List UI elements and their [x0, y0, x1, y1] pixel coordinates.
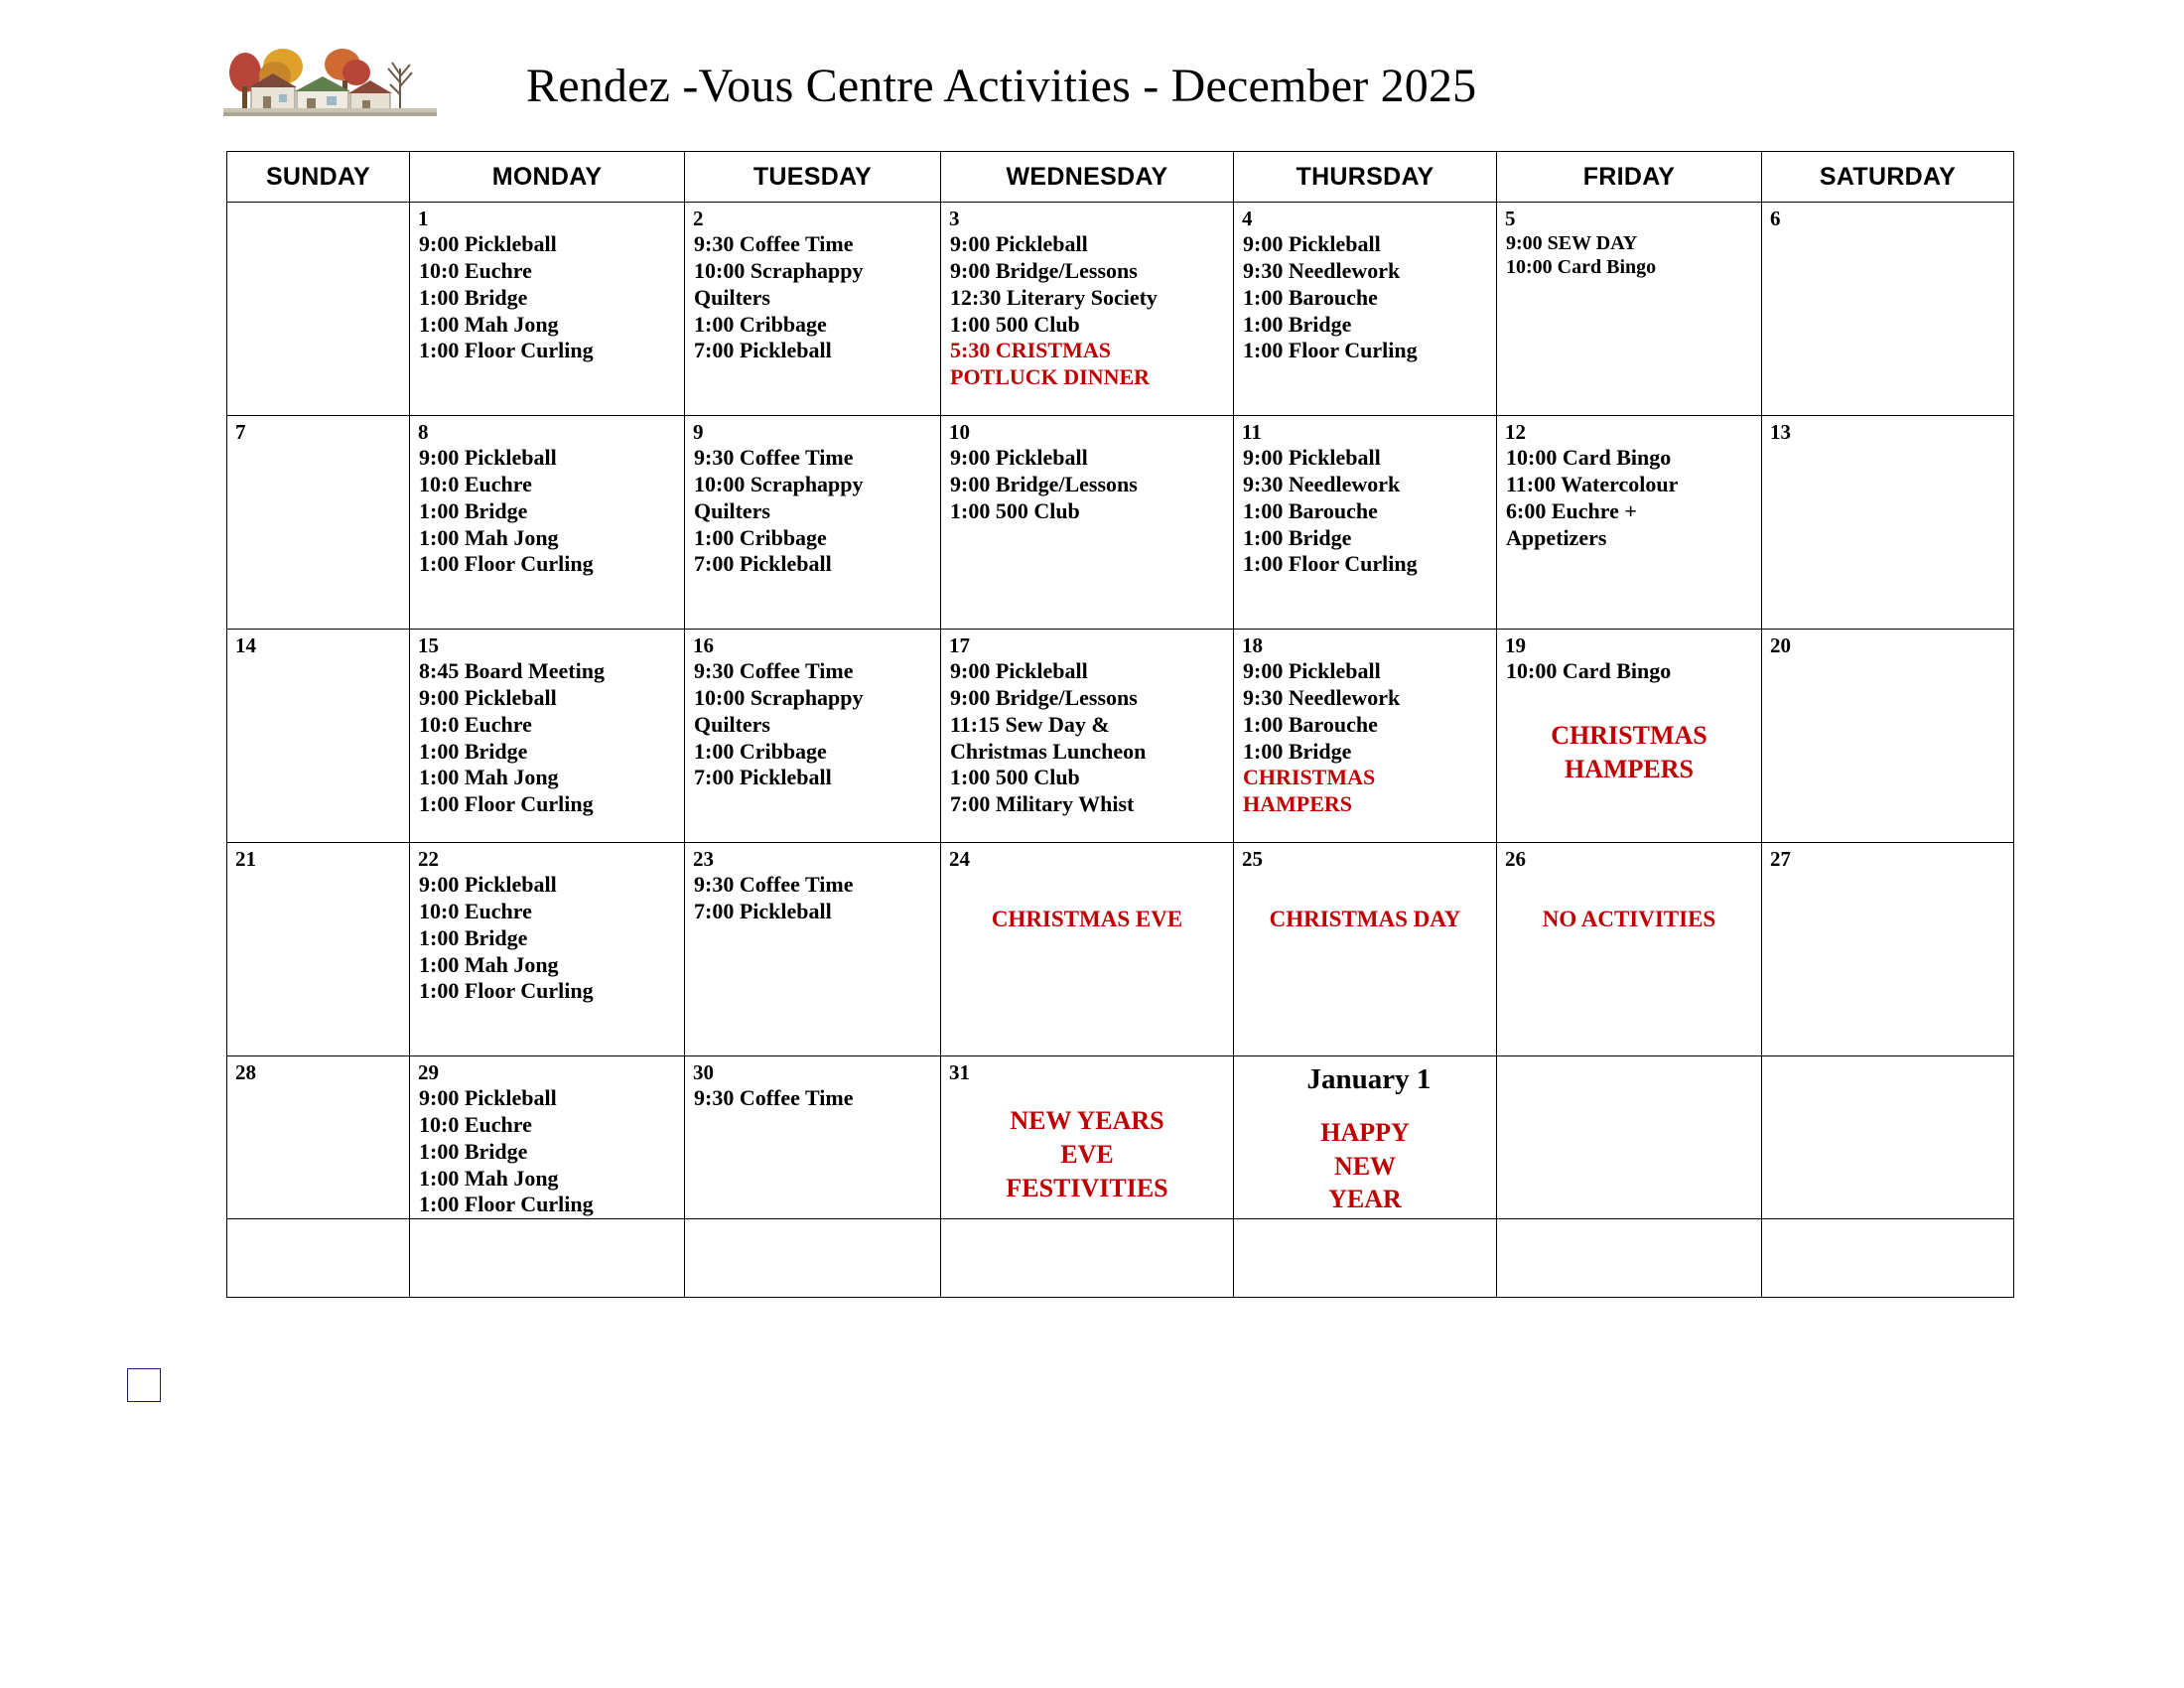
calendar-day-cell[interactable] [410, 203, 685, 416]
day-number: 23 [693, 847, 714, 871]
event-item: 8:45 Board Meeting [419, 658, 605, 684]
day-number: 21 [235, 847, 256, 871]
event-item: 7:00 Pickleball [694, 898, 832, 923]
day-events-list [685, 871, 940, 925]
event-item: 9:00 SEW DAY [1506, 232, 1638, 255]
day-number: 16 [693, 633, 714, 657]
event-item: 7:00 Pickleball [694, 551, 832, 577]
event-item: CHRISTMAS [1243, 765, 1376, 790]
weekday-header-thursday: THURSDAY [1234, 152, 1497, 203]
day-number: 12 [1505, 420, 1526, 444]
holiday-banner-line: CHRISTMAS DAY [1269, 907, 1461, 932]
weekday-header-tuesday: TUESDAY [685, 152, 941, 203]
holiday-banner [1234, 905, 1496, 934]
day-number: 11 [1242, 420, 1262, 444]
calendar-header-row [227, 152, 2014, 203]
day-number: 2 [693, 207, 704, 230]
event-item: 9:30 Coffee Time [694, 872, 854, 898]
calendar-day-cell[interactable] [410, 630, 685, 843]
calendar-day-cell[interactable] [410, 1056, 685, 1219]
event-item: 1:00 Floor Curling [419, 338, 594, 363]
day-number: 6 [1770, 207, 1781, 230]
event-item: 1:00 Bridge [419, 924, 528, 950]
day-events-list [1234, 657, 1496, 818]
event-item: 9:00 Pickleball [419, 231, 557, 257]
calendar-day-cell[interactable] [941, 843, 1234, 1056]
event-item: Quilters [694, 711, 770, 737]
holiday-banner [1234, 1116, 1496, 1216]
calendar-day-cell[interactable] [1497, 843, 1762, 1056]
day-number: 1 [418, 207, 429, 230]
holiday-banner-line: EVE [1060, 1139, 1114, 1169]
event-item: 9:30 Coffee Time [694, 445, 854, 471]
calendar-empty-cell[interactable] [1497, 1219, 1762, 1298]
calendar-day-cell[interactable] [1497, 203, 1762, 416]
event-item: 9:00 Bridge/Lessons [950, 684, 1138, 710]
weekday-header-saturday: SATURDAY [1762, 152, 2014, 203]
calendar-empty-cell[interactable] [941, 1219, 1234, 1298]
event-item: 10:00 Card Bingo [1506, 256, 1657, 279]
event-item: 1:00 500 Club [950, 765, 1080, 790]
event-item: 7:00 Pickleball [694, 765, 832, 790]
event-item: 9:30 Needlework [1243, 684, 1401, 710]
event-item: 11:15 Sew Day & [950, 711, 1110, 737]
event-item: 1:00 Mah Jong [419, 1165, 559, 1191]
holiday-banner [1497, 905, 1761, 934]
day-events-list [410, 871, 684, 1005]
day-number: 9 [693, 420, 704, 444]
day-events-list [1497, 657, 1761, 685]
day-number: 5 [1505, 207, 1516, 230]
event-item: 9:00 Pickleball [1243, 445, 1381, 471]
day-number: 31 [949, 1060, 970, 1084]
empty-checkbox[interactable] [127, 1368, 161, 1402]
event-item: 10:00 Scraphappy [694, 257, 864, 283]
day-number: 24 [949, 847, 970, 871]
event-item: 1:00 Floor Curling [419, 791, 594, 817]
calendar-week-row [227, 1056, 2014, 1219]
calendar-day-cell[interactable] [410, 416, 685, 630]
event-item: 9:00 Pickleball [1243, 658, 1381, 684]
calendar-day-cell[interactable] [941, 630, 1234, 843]
event-item: 9:30 Coffee Time [694, 658, 854, 684]
event-item: 9:30 Coffee Time [694, 1085, 854, 1111]
event-item: 1:00 Floor Curling [419, 551, 594, 577]
calendar-day-cell[interactable] [227, 416, 410, 630]
event-item: 10:00 Card Bingo [1506, 658, 1672, 684]
calendar-empty-cell[interactable] [1234, 1219, 1497, 1298]
event-item: 10:00 Scraphappy [694, 471, 864, 496]
calendar-day-cell[interactable] [227, 843, 410, 1056]
day-number: 30 [693, 1060, 714, 1084]
holiday-banner [941, 905, 1233, 934]
event-item: 9:00 Bridge/Lessons [950, 257, 1138, 283]
day-events-list [941, 444, 1233, 524]
event-item: 9:00 Pickleball [419, 684, 557, 710]
calendar-day-cell[interactable] [1762, 630, 2014, 843]
page-header [223, 42, 2020, 131]
event-item: 1:00 Bridge [1243, 738, 1352, 764]
event-item: 9:00 Pickleball [419, 1085, 557, 1111]
event-item: 1:00 Floor Curling [1243, 338, 1418, 363]
day-number: January 1 [1306, 1063, 1432, 1095]
calendar-day-cell[interactable] [1234, 1056, 1497, 1219]
event-item: Quilters [694, 497, 770, 523]
event-item: 1:00 Mah Jong [419, 311, 559, 337]
event-item: Appetizers [1506, 524, 1607, 550]
event-item: 9:30 Needlework [1243, 257, 1401, 283]
event-item: 9:00 Pickleball [419, 445, 557, 471]
day-number: 20 [1770, 633, 1791, 657]
day-number: 28 [235, 1060, 256, 1084]
event-item: 1:00 Cribbage [694, 311, 827, 337]
event-item: 10:0 Euchre [419, 1111, 532, 1137]
day-number: 17 [949, 633, 970, 657]
day-events-list [410, 444, 684, 578]
day-number: 3 [949, 207, 960, 230]
calendar-day-cell[interactable] [410, 843, 685, 1056]
holiday-banner-line: CHRISTMAS EVE [991, 907, 1183, 932]
calendar-day-cell[interactable] [685, 416, 941, 630]
day-events-list [410, 230, 684, 364]
event-item: 12:30 Literary Society [950, 284, 1158, 310]
event-item: 6:00 Euchre + [1506, 497, 1637, 523]
weekday-header-sunday: SUNDAY [227, 152, 410, 203]
day-number: 25 [1242, 847, 1263, 871]
day-number: 27 [1770, 847, 1791, 871]
holiday-banner-line: NO ACTIVITIES [1542, 907, 1716, 932]
calendar-week-row [227, 203, 2014, 416]
calendar-empty-cell[interactable] [1762, 1219, 2014, 1298]
calendar-empty-cell[interactable] [1497, 1056, 1762, 1219]
weekday-header-friday: FRIDAY [1497, 152, 1762, 203]
day-events-list [410, 1084, 684, 1218]
event-item: 1:00 Barouche [1243, 284, 1378, 310]
day-events-list [685, 230, 940, 364]
event-item: 9:00 Pickleball [1243, 231, 1381, 257]
calendar-day-cell[interactable] [685, 203, 941, 416]
calendar-day-cell[interactable] [685, 843, 941, 1056]
event-item: 1:00 500 Club [950, 311, 1080, 337]
event-item: 1:00 Bridge [419, 1138, 528, 1164]
holiday-banner-line: YEAR [1328, 1185, 1402, 1214]
calendar-empty-cell[interactable] [1762, 1056, 2014, 1219]
day-number: 26 [1505, 847, 1526, 871]
event-item: 10:0 Euchre [419, 471, 532, 496]
event-item: 1:00 Bridge [419, 497, 528, 523]
holiday-banner [1497, 719, 1761, 786]
day-number: 7 [235, 420, 246, 444]
day-number: 15 [418, 633, 439, 657]
calendar-week-row [227, 1219, 2014, 1298]
event-item: 10:0 Euchre [419, 257, 532, 283]
event-item: POTLUCK DINNER [950, 364, 1151, 390]
event-item: 9:00 Pickleball [950, 658, 1088, 684]
event-item: 9:00 Pickleball [950, 445, 1088, 471]
calendar-day-cell[interactable] [1762, 203, 2014, 416]
holiday-banner-line: FESTIVITIES [1006, 1173, 1168, 1202]
day-events-list [1234, 444, 1496, 578]
calendar-empty-cell[interactable] [410, 1219, 685, 1298]
day-number: 8 [418, 420, 429, 444]
holiday-banner-line: NEW [1333, 1151, 1397, 1181]
calendar-day-cell[interactable] [1762, 416, 2014, 630]
event-item: 1:00 Floor Curling [1243, 551, 1418, 577]
day-number: 4 [1242, 207, 1253, 230]
event-item: 1:00 Barouche [1243, 711, 1378, 737]
calendar-day-cell[interactable] [685, 630, 941, 843]
event-item: 9:00 Bridge/Lessons [950, 471, 1138, 496]
day-events-list [685, 444, 940, 578]
weekday-header-monday: MONDAY [410, 152, 685, 203]
event-item: 10:0 Euchre [419, 711, 532, 737]
calendar-day-cell[interactable] [685, 1056, 941, 1219]
weekday-header-wednesday: WEDNESDAY [941, 152, 1234, 203]
event-item: 9:30 Needlework [1243, 471, 1401, 496]
activities-calendar [226, 151, 2014, 1298]
day-events-list [1497, 444, 1761, 551]
page-title: Rendez -Vous Centre Activities - December 2025 [526, 59, 1477, 112]
event-item: 1:00 Floor Curling [419, 1192, 594, 1217]
day-number: 18 [1242, 633, 1263, 657]
event-item: 1:00 Mah Jong [419, 524, 559, 550]
day-number: 13 [1770, 420, 1791, 444]
event-item: 10:0 Euchre [419, 898, 532, 923]
event-item: Christmas Luncheon [950, 738, 1147, 764]
calendar-day-cell[interactable] [941, 203, 1234, 416]
event-item: Quilters [694, 284, 770, 310]
day-number: 14 [235, 633, 256, 657]
day-events-list [1497, 230, 1761, 280]
calendar-day-cell[interactable] [941, 1056, 1234, 1219]
event-item: 1:00 Mah Jong [419, 951, 559, 977]
event-item: 1:00 Bridge [1243, 311, 1352, 337]
event-item: 1:00 Mah Jong [419, 765, 559, 790]
calendar-day-cell[interactable] [1234, 203, 1497, 416]
day-number: 19 [1505, 633, 1526, 657]
calendar-body [227, 203, 2014, 1298]
day-events-list [685, 1084, 940, 1112]
village-houses-trees-logo-icon [223, 43, 437, 130]
holiday-banner-line: NEW YEARS [1010, 1106, 1164, 1136]
event-item: 1:00 Floor Curling [419, 978, 594, 1004]
calendar-day-cell[interactable] [227, 1056, 410, 1219]
calendar-day-cell[interactable] [1234, 416, 1497, 630]
calendar-day-cell[interactable] [227, 630, 410, 843]
event-item: 1:00 Cribbage [694, 524, 827, 550]
calendar-week-row [227, 843, 2014, 1056]
calendar-day-cell[interactable] [941, 416, 1234, 630]
event-item: 5:30 CRISTMAS [950, 338, 1111, 363]
calendar-day-cell[interactable] [1762, 843, 2014, 1056]
event-item: 7:00 Military Whist [950, 791, 1135, 817]
calendar-day-cell[interactable] [1497, 416, 1762, 630]
event-item: 10:00 Card Bingo [1506, 445, 1672, 471]
calendar-week-row [227, 416, 2014, 630]
calendar-week-row [227, 630, 2014, 843]
calendar-day-cell[interactable] [1234, 630, 1497, 843]
day-events-list [941, 230, 1233, 391]
event-item: 1:00 Cribbage [694, 738, 827, 764]
event-item: HAMPERS [1243, 791, 1352, 817]
event-item: 1:00 Bridge [419, 738, 528, 764]
day-events-list [941, 657, 1233, 818]
calendar-empty-cell[interactable] [227, 1219, 410, 1298]
event-item: 1:00 500 Club [950, 497, 1080, 523]
day-number: 10 [949, 420, 970, 444]
calendar-empty-cell[interactable] [227, 203, 410, 416]
day-number: 22 [418, 847, 439, 871]
event-item: 1:00 Barouche [1243, 497, 1378, 523]
holiday-banner-line: CHRISTMAS [1551, 720, 1707, 750]
day-events-list [685, 657, 940, 791]
calendar-day-cell[interactable] [1234, 843, 1497, 1056]
day-events-list [410, 657, 684, 818]
holiday-banner-line: HAMPERS [1565, 754, 1694, 783]
calendar-day-cell[interactable] [1497, 630, 1762, 843]
event-item: 11:00 Watercolour [1506, 471, 1679, 496]
event-item: 9:30 Coffee Time [694, 231, 854, 257]
event-item: 1:00 Bridge [419, 284, 528, 310]
event-item: 7:00 Pickleball [694, 338, 832, 363]
event-item: 9:00 Pickleball [950, 231, 1088, 257]
day-events-list [1234, 230, 1496, 364]
calendar-empty-cell[interactable] [685, 1219, 941, 1298]
event-item: 1:00 Bridge [1243, 524, 1352, 550]
holiday-banner-line: HAPPY [1320, 1117, 1410, 1147]
day-number: 29 [418, 1060, 439, 1084]
event-item: 10:00 Scraphappy [694, 684, 864, 710]
holiday-banner [941, 1104, 1233, 1204]
event-item: 9:00 Pickleball [419, 872, 557, 898]
